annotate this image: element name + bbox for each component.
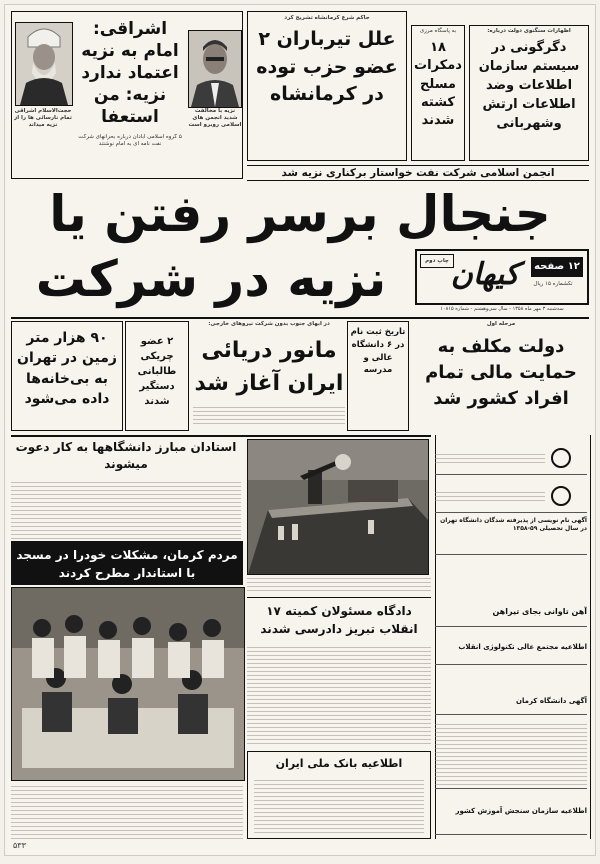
guerrilla-story xyxy=(125,321,189,431)
divider xyxy=(11,317,589,319)
tehran-land-story xyxy=(11,321,123,431)
committee-headline: دادگاه مسئولان کمیته ۱۷ انقلاب تبریز دادرسی شدند xyxy=(260,604,418,636)
professors-story xyxy=(11,439,241,539)
kerman-story xyxy=(11,541,243,585)
gov-story xyxy=(413,321,589,431)
professors-body xyxy=(11,479,241,539)
kerman-headline: مردم کرمان، مشکلات خودرا در مسجد با استاندار مطرح کردند xyxy=(16,548,238,580)
main-headline-line2: نزیه در شرکت xyxy=(35,250,387,308)
ad-filler xyxy=(435,719,587,789)
ad-steel: آهن تاوانی بجای تیراهن xyxy=(435,605,587,627)
professors-headline: استادان مبارز دانشگاهها به کار دعوت میشوند xyxy=(15,440,237,471)
edition-label: چاپ دوم xyxy=(420,254,454,268)
armed-headline: ۱۸ دمکرات مسلح کشته شدند xyxy=(414,40,462,128)
naval-body xyxy=(193,404,345,426)
newspaper-page xyxy=(4,4,596,856)
committee-story xyxy=(247,597,431,747)
ishraqi-caption: حجت‌الاسلام اشراقی تمام نارسائی ها را از نزیه میداند xyxy=(14,108,72,129)
intel-story xyxy=(469,25,589,161)
kermanshah-story xyxy=(247,11,407,161)
warship-image xyxy=(248,440,428,574)
university-kicker: تاریخ ثبت نام در ۶ دانشگاه عالی و مدرسه xyxy=(350,327,406,376)
masthead xyxy=(415,249,589,305)
intel-kicker: اظهارات سنگنوی دولت درباره: xyxy=(487,28,571,34)
mosque-gathering-image xyxy=(12,588,244,780)
gov-headline: دولت مکلف به حمایت مالی تمام افراد کشور شد xyxy=(425,336,577,410)
kerman-photo xyxy=(11,587,245,781)
price-label: تکشماره ۱۵ ریال xyxy=(533,281,573,287)
ad-block xyxy=(435,441,587,475)
tehran-headline: ۹۰ هزار متر زمین در تهران به بی‌خانه‌ها داده می‌شود xyxy=(17,330,117,407)
bottom-left-text xyxy=(11,783,243,839)
armed-story xyxy=(411,25,465,161)
nazih-caption: نزیه با مخالفت شدید انجمن های اسلامی روبرو است xyxy=(188,108,242,129)
portrait-ishraqi-image xyxy=(16,23,72,105)
naval-story xyxy=(193,321,345,431)
ad-assessment: اطلاعیه سازمان سنجش آموزش کشور xyxy=(435,805,587,835)
kayhan-logo: کیهان xyxy=(450,257,520,292)
ad-block xyxy=(435,479,587,513)
main-kicker: انجمن اسلامی شرکت نفت خواستار برکناری نزیه شد xyxy=(281,167,555,179)
page-number: ۵۳۳ xyxy=(13,841,26,850)
nazih-note: ۵ گروه اسلامی آبادان درباره بحرانهای شرکت نفت نامه ای به امام نوشتند xyxy=(78,134,182,148)
ishraqi-photo xyxy=(15,22,73,106)
guerrilla-headline: ۲ عضو چریکی طالبانی دستگیر شدند xyxy=(137,336,177,407)
armed-kicker: به پاسگاه مرزی xyxy=(419,28,457,34)
naval-kicker: در آبهای جنوب بدون شرکت نیروهای خارجی: xyxy=(208,321,330,327)
committee-body xyxy=(247,644,431,744)
emblem-icon xyxy=(551,448,571,468)
naval-photo xyxy=(247,439,429,575)
ad-tehran-university: آگهی نام نویسی از پذیرفته شدگان دانشگاه تهران در سال تحصیلی ۵۹-۱۳۵۸ xyxy=(435,515,587,555)
ishraqi-headline: اشراقی: امام به نزیه اعتماد ندارد نزیه: من استعفا xyxy=(81,19,179,128)
main-kicker-bar xyxy=(247,165,589,181)
emblem-icon xyxy=(551,486,571,506)
kermanshah-headline: علل تیرباران ۲ عضو حزب توده در کرمانشاه xyxy=(256,28,398,106)
page-count-badge: ۱۲ صفحه xyxy=(531,257,583,277)
bank-notice xyxy=(247,751,431,839)
kermanshah-kicker: حاکم شرع کرمانشاه تشریح کرد xyxy=(284,15,370,21)
intel-headline: دگرگونی در سیستم سازمان اطلاعات وضد اطلاعات ارتش وشهربانی xyxy=(478,40,580,131)
nazih-photo xyxy=(188,30,242,108)
portrait-nazih-image xyxy=(189,31,241,107)
naval-photo-caption xyxy=(247,575,431,593)
university-story xyxy=(347,321,409,431)
bank-headline: اطلاعیه بانک ملی ایران xyxy=(275,757,403,770)
divider xyxy=(11,435,431,437)
naval-headline: مانور دریائی ایران آغاز شد xyxy=(194,338,344,397)
gov-kicker: مرحله اول xyxy=(486,321,516,327)
ad-kerman-university: آگهی دانشگاه کرمان xyxy=(435,695,587,715)
main-headline-line1: جنجال برسر رفتن یا xyxy=(49,185,551,243)
date-line: سه‌شنبه ۳ مهر ماه ۱۳۵۸ - سال سی‌وهشتم - شماره ۱۰۸۱۵ xyxy=(440,306,564,312)
ad-tech-complex: اطلاعیه مجتمع عالی تکنولوژی انقلاب xyxy=(435,641,587,665)
ishraqi-story xyxy=(11,11,243,179)
